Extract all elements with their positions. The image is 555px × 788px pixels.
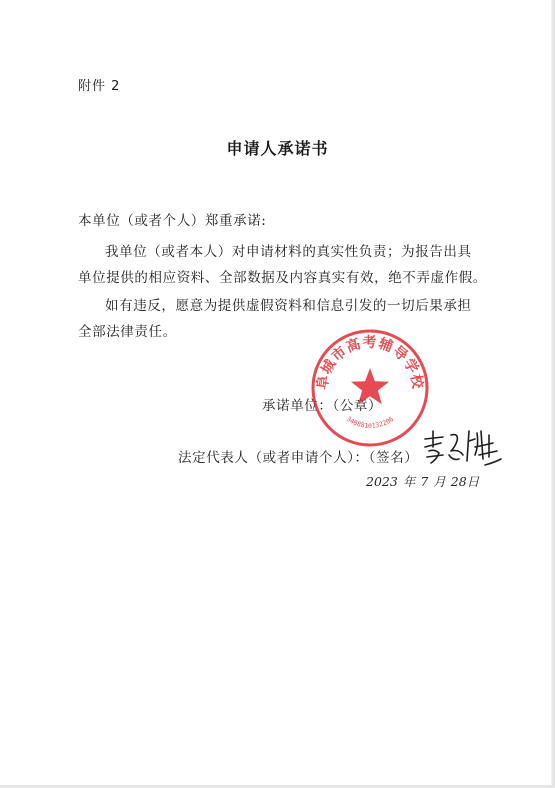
document-title: 申请人承诺书 [226, 139, 329, 158]
date-day-unit: 日 [466, 474, 480, 489]
commit-unit-label: 承诺单位：（公章） [262, 398, 383, 414]
seal-name-path: 阜城市高考辅导学校 [314, 335, 426, 391]
commitment-paragraph-2-line-2: 全部法律责任。 [78, 324, 177, 340]
legal-representative-label: 法定代表人（或者申请个人）：（签名） [178, 450, 419, 466]
official-seal [309, 327, 431, 449]
date-month: 7 [420, 474, 429, 489]
date-year-unit: 年 [402, 474, 416, 489]
date-year: 2023 [366, 474, 398, 489]
handwritten-date [366, 472, 479, 490]
handwritten-signature [419, 425, 505, 473]
commitment-paragraph-1-line-2: 单位提供的相应资料、全部数据及内容真实有效，绝不弄虚作假。 [78, 270, 487, 286]
date-day: 28 [450, 474, 467, 489]
seal-number-path: 3408810132206 [344, 415, 396, 430]
seal-star-icon [351, 368, 389, 404]
attachment-label: 附件 2 [78, 79, 121, 94]
commitment-paragraph-2-line-1: 如有违反，愿意为提供虚假资料和信息引发的一切后果承担 [105, 298, 472, 314]
date-month-unit: 月 [433, 474, 446, 489]
commitment-paragraph-1-line-1: 我单位（或者本人）对申请材料的真实性负责；为报告出具 [105, 244, 472, 260]
commitment-intro: 本单位（或者个人）郑重承诺: [78, 213, 267, 229]
seal-number-text [345, 415, 395, 430]
scan-edge [551, 0, 555, 788]
